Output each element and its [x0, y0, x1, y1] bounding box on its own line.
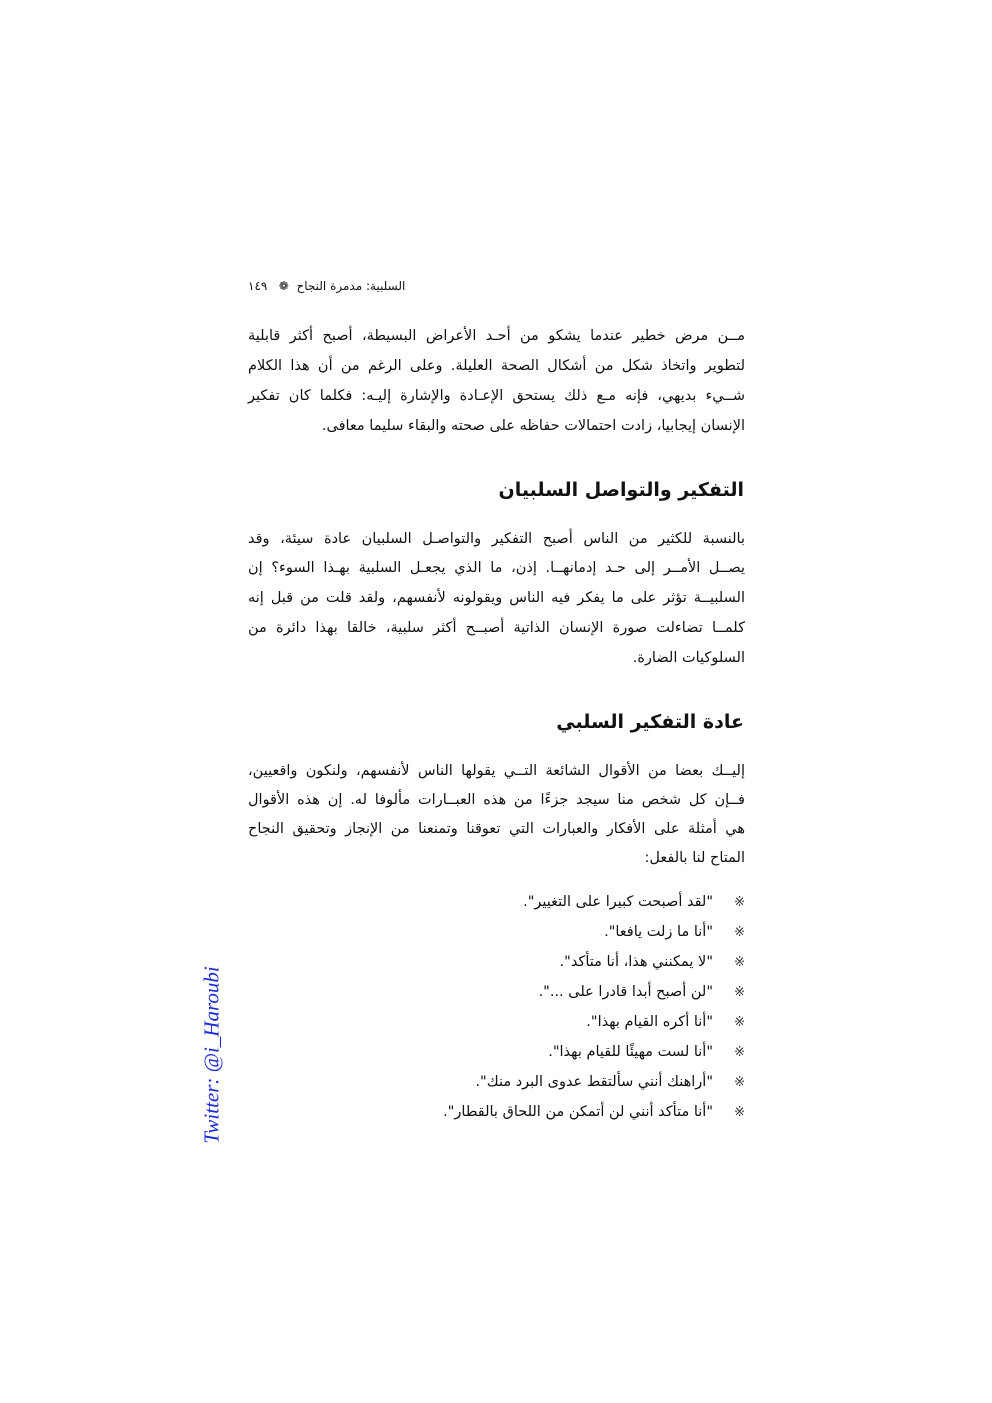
bullet-icon: ※: [734, 1075, 745, 1090]
bullet-icon: ※: [734, 1045, 745, 1060]
paragraph1-line: لتطوير واتخاذ شكل من أشكال الصحة العليلة. وعلى الرغم من أن هذا الكلام: [248, 358, 745, 374]
paragraph3-line: فــإن كل شخص منا سيجد جزءًا من هذه العبــارات مألوفا له. إن هذه الأقوال: [248, 792, 745, 808]
list-item: [539, 982, 745, 1003]
bullet-icon: ※: [734, 1105, 745, 1120]
section-heading: التفكير والتواصل السلبيان: [498, 479, 744, 501]
list-item: [443, 1102, 745, 1123]
paragraph2-line: بالنسبة للكثير من الناس أصبح التفكير والتواصـل السلبيان عادة سيئة، وقد: [248, 531, 745, 547]
paragraph3-line: المتاح لنا بالفعل:: [644, 850, 745, 866]
list-item-text: "أنا ما زلت يافعا".: [604, 924, 713, 940]
paragraph2-line: كلمــا تضاءلت صورة الإنسان الذاتية أصبــح أكثر سلبية، خالقا بهذا دائرة من: [248, 620, 745, 636]
list-item-text: "لا يمكنني هذا، أنا متأكد".: [559, 954, 713, 970]
paragraph2-line: السلبيــة تؤثر على ما يفكر فيه الناس ويقولونه لأنفسهم، ولقد قلت من قبل إنه: [248, 590, 745, 606]
list-item-text: "أنا أكره القيام بهذا".: [586, 1014, 713, 1030]
list-item-text: "أراهنك أنني سألتقط عدوى البرد منك".: [475, 1074, 713, 1090]
list-item: [523, 892, 745, 913]
paragraph3-line: هي أمثلة على الأفكار والعبارات التي تعوقنا وتمنعنا من الإنجاز وتحقيق النجاح: [248, 821, 745, 837]
list-item: [586, 1012, 745, 1033]
list-item-text: "أنا متأكد أنني لن أتمكن من اللحاق بالقطار".: [443, 1104, 713, 1120]
header-title: السلبية: مدمرة النجاح: [296, 279, 406, 293]
list-item: [548, 1042, 745, 1063]
bullet-icon: ※: [734, 985, 745, 1000]
running-header: [248, 279, 428, 293]
paragraph2-line: السلوكيات الضارة.: [632, 650, 745, 666]
list-item-text: "لن أصبح أبدا قادرا على ...".: [538, 984, 713, 1000]
paragraph1-line: شــيء بديهي، فإنه مـع ذلك يستحق الإعـادة والإشارة إليـه: فكلما كان تفكير: [248, 388, 745, 404]
bullet-icon: ※: [734, 895, 745, 910]
watermark: Twitter: @i_Haroubi: [199, 966, 224, 1144]
paragraph3-line: إليــك بعضا من الأقوال الشائعة التــي يقولها الناس لأنفسهم، ولنكون واقعيين،: [248, 763, 745, 779]
list-item-text: "أنا لست مهيئًا للقيام بهذا".: [548, 1044, 713, 1060]
bullet-icon: ※: [734, 925, 745, 940]
list-item: [604, 922, 745, 943]
paragraph1-line: الإنسان إيجابيا، زادت احتمالات حفاظه على صحته والبقاء سليما معافى.: [321, 418, 745, 434]
bullet-icon: ※: [734, 955, 745, 970]
page-number: ١٤٩: [248, 279, 268, 293]
list-item: [475, 1072, 745, 1093]
paragraph2-line: يصــل الأمــر إلى حـد إدمانهــا. إذن، ما الذي يجعـل السلبية بهـذا السوء؟ إن: [248, 560, 745, 576]
bullet-icon: ※: [734, 1015, 745, 1030]
list-item: [560, 952, 745, 973]
list-item-text: "لقد أصبحت كبيرا على التغيير".: [523, 894, 713, 910]
ornament-icon: ❁: [278, 279, 289, 293]
paragraph1-line: مــن مرض خطير عندما يشكو من أحـد الأعراض البسيطة، أصبح أكثر قابلية: [248, 328, 745, 344]
section-heading: عادة التفكير السلبي: [556, 711, 744, 733]
